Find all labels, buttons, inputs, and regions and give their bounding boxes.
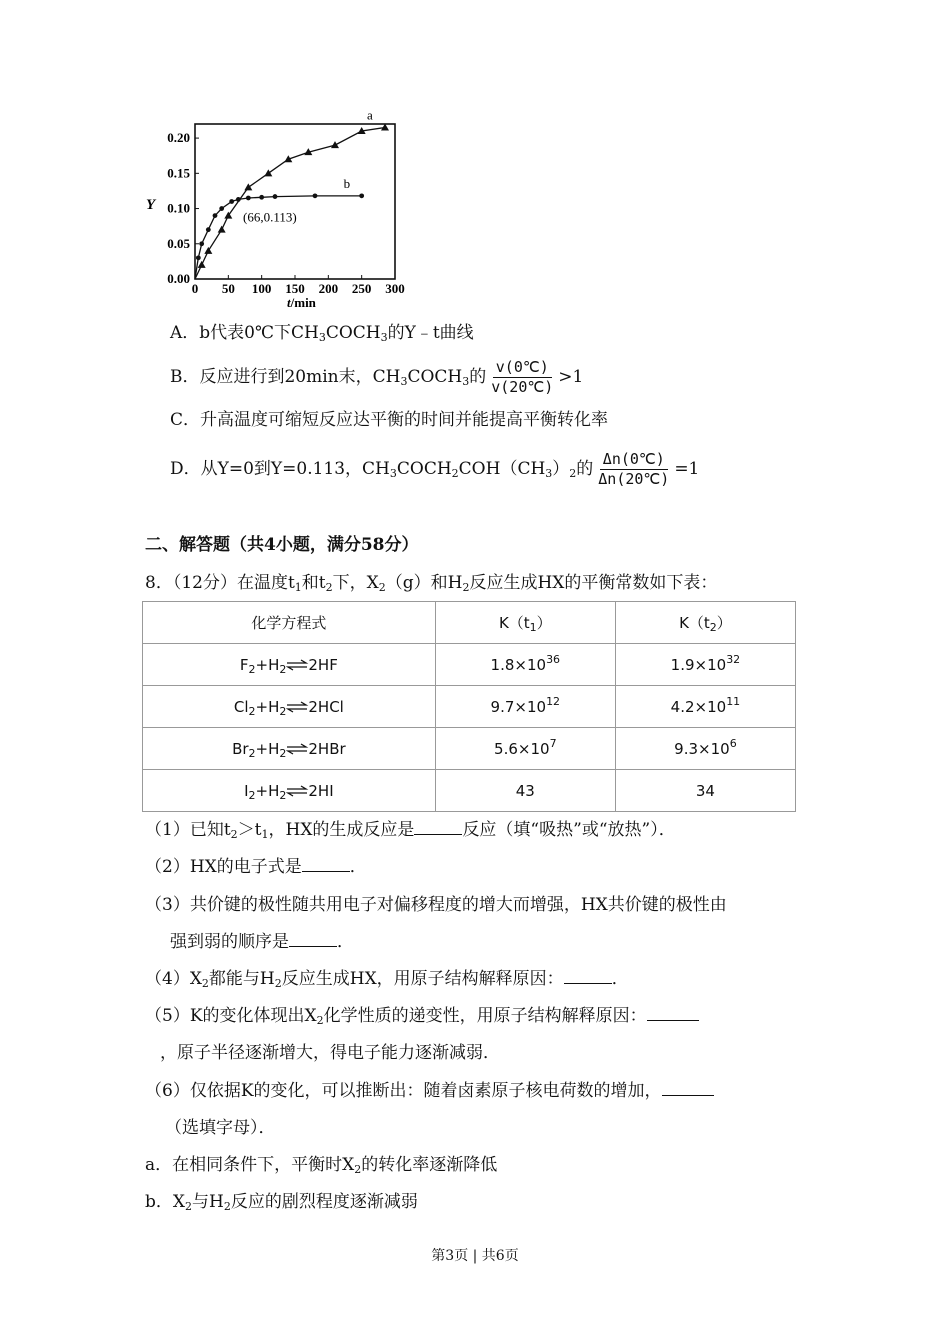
series-b-point bbox=[229, 199, 234, 204]
k-t1-cell: $1.8\times 10^{36}$ bbox=[435, 644, 615, 686]
x-tick-label: 300 bbox=[385, 281, 405, 296]
series-a-point bbox=[331, 141, 339, 148]
option-d: D．从Y=0到Y=0.113，$CH_3COCH_2COH(CH_3)_2$的 $\frac{\Delta n(0℃)}{\Delta n(20℃)}$ =1 bbox=[170, 450, 700, 488]
equilibrium-arrow-icon bbox=[286, 744, 308, 754]
k-t1-cell: $5.6\times 10^7$ bbox=[435, 728, 615, 770]
series-b-point bbox=[199, 241, 204, 246]
subquestion-2: （2）HX的电子式是 ． bbox=[145, 857, 367, 877]
k-t2-cell: $4.2\times 10^{11}$ bbox=[615, 686, 795, 728]
option-c: C．升高温度可缩短反应达平衡的时间并能提高平衡转化率 bbox=[170, 410, 609, 430]
series-a-point bbox=[204, 247, 212, 254]
y-tick-label: 0.00 bbox=[167, 271, 190, 286]
x-axis-label: t/min bbox=[287, 295, 316, 310]
x-tick-label: 0 bbox=[191, 281, 199, 296]
y-t-chart bbox=[146, 107, 420, 318]
header-k-t2: $K(t_2)$ bbox=[615, 602, 795, 644]
equation-cell: $F_2+H_2$ 2HF bbox=[143, 644, 436, 686]
table-row bbox=[143, 728, 796, 770]
series-b-point bbox=[196, 255, 201, 260]
answer-blank[interactable] bbox=[302, 857, 350, 872]
plot-frame bbox=[195, 124, 395, 279]
table-row bbox=[143, 770, 796, 812]
series-b-point bbox=[259, 195, 264, 200]
equilibrium-arrow-icon bbox=[286, 702, 308, 712]
k-t1-cell: 43 bbox=[435, 770, 615, 812]
series-b-point bbox=[206, 227, 211, 232]
subquestion-6: （6）仅依据K的变化，可以推断出：随着卤素原子核电荷数的增加， bbox=[145, 1079, 714, 1103]
k-t2-cell: $9.3\times 10^6$ bbox=[615, 728, 795, 770]
series-b-point bbox=[273, 194, 278, 199]
series-b-point bbox=[359, 193, 364, 198]
page-footer: 第3页 | 共6页 bbox=[431, 1248, 519, 1264]
subquestion-3-cont: 强到弱的顺序是 ． bbox=[170, 932, 354, 952]
series-a-point bbox=[264, 169, 272, 176]
table-header-row bbox=[143, 602, 796, 644]
subquestion-6-cont: （选填字母）． bbox=[165, 1118, 276, 1138]
series-line-a bbox=[195, 128, 385, 280]
option-b: B．反应进行到20min末，$CH_3COCH_3$的 $\frac{v(0℃)}{v(20℃)}$ >1 bbox=[170, 358, 584, 396]
choice-a: a．在相同条件下，平衡时$X_2$的转化率逐渐降低 bbox=[145, 1155, 498, 1176]
y-tick-label: 0.20 bbox=[167, 130, 190, 146]
series-b-point bbox=[313, 193, 318, 198]
equilibrium-arrow-icon bbox=[286, 786, 308, 796]
table-row bbox=[143, 686, 796, 728]
k-t2-cell: 34 bbox=[615, 770, 795, 812]
equilibrium-constant-table bbox=[142, 601, 796, 812]
series-a-point bbox=[198, 261, 206, 268]
y-tick-label: 0.05 bbox=[167, 235, 190, 251]
k-t2-cell: $1.9\times 10^{32}$ bbox=[615, 644, 795, 686]
option-a: A．b代表0℃下$CH_3COCH_3$的Y﹣t曲线 bbox=[170, 323, 474, 344]
series-a-point bbox=[244, 183, 252, 190]
subquestion-4: $(4)X_2$都能与$H_2$反应生成HX，用原子结构解释原因： ． bbox=[145, 969, 629, 990]
series-b-point bbox=[213, 213, 218, 218]
series-a-point bbox=[218, 226, 226, 233]
y-tick-label: 0.10 bbox=[167, 200, 190, 216]
header-equation: 化学方程式 bbox=[143, 602, 436, 644]
y-tick-label: 0.15 bbox=[167, 165, 190, 181]
answer-blank[interactable] bbox=[647, 1006, 699, 1021]
answer-blank[interactable] bbox=[662, 1081, 714, 1096]
question-8-stem: 8．（12分）在温度$t_1$和$t_2$下，$X_2(g)$和$H_2$反应生成HX的平衡常数如下表： bbox=[145, 573, 718, 594]
x-tick-label: 100 bbox=[251, 281, 272, 296]
subquestion-5: （5）K的变化体现出$X_2$化学性质的递变性，用原子结构解释原因： bbox=[145, 1004, 699, 1028]
x-tick-label: 250 bbox=[351, 281, 372, 296]
equilibrium-arrow-icon bbox=[286, 660, 308, 670]
table-row bbox=[143, 644, 796, 686]
x-tick-label: 150 bbox=[285, 281, 305, 296]
answer-blank[interactable] bbox=[289, 932, 337, 947]
k-t1-cell: $9.7\times 10^{12}$ bbox=[435, 686, 615, 728]
header-k-t1: $K(t_1)$ bbox=[435, 602, 615, 644]
subquestion-5-cont: ，原子半径逐渐增大，得电子能力逐渐减弱． bbox=[160, 1043, 500, 1063]
series-b-point bbox=[236, 197, 241, 202]
y-axis-label: Y bbox=[146, 197, 156, 214]
subquestion-1: （1）已知$t_2>t_1$，HX的生成反应是 反应（填“吸热”或“放热”）． bbox=[145, 820, 676, 841]
choice-b: b．$X_2$与$H_2$反应的剧烈程度逐渐减弱 bbox=[145, 1192, 418, 1213]
equation-cell: $Cl_2+H_2$ 2HCl bbox=[143, 686, 436, 728]
series-b-point bbox=[219, 206, 224, 211]
equation-cell: $Br_2+H_2$ 2HBr bbox=[143, 728, 436, 770]
intersection-annotation: (66,0.113) bbox=[243, 209, 297, 225]
answer-blank[interactable] bbox=[564, 969, 612, 984]
series-label-a: a bbox=[367, 107, 373, 123]
x-tick-label: 50 bbox=[221, 281, 235, 296]
section-title: 二、解答题（共4小题，满分58分） bbox=[145, 535, 419, 555]
series-b-point bbox=[246, 196, 251, 201]
rate-ratio-fraction: $\frac{v(0℃)}{v(20℃)}$ bbox=[491, 358, 554, 396]
answer-blank[interactable] bbox=[414, 820, 462, 835]
equation-cell: $I_2+H_2$ 2HI bbox=[143, 770, 436, 812]
delta-n-fraction: $\frac{\Delta n(0℃)}{\Delta n(20℃)}$ bbox=[598, 450, 670, 488]
subquestion-3: （3）共价键的极性随共用电子对偏移程度的增大而增强，HX共价键的极性由 bbox=[145, 895, 727, 915]
x-tick-label: 200 bbox=[318, 281, 339, 296]
series-label-b: b bbox=[343, 175, 351, 191]
